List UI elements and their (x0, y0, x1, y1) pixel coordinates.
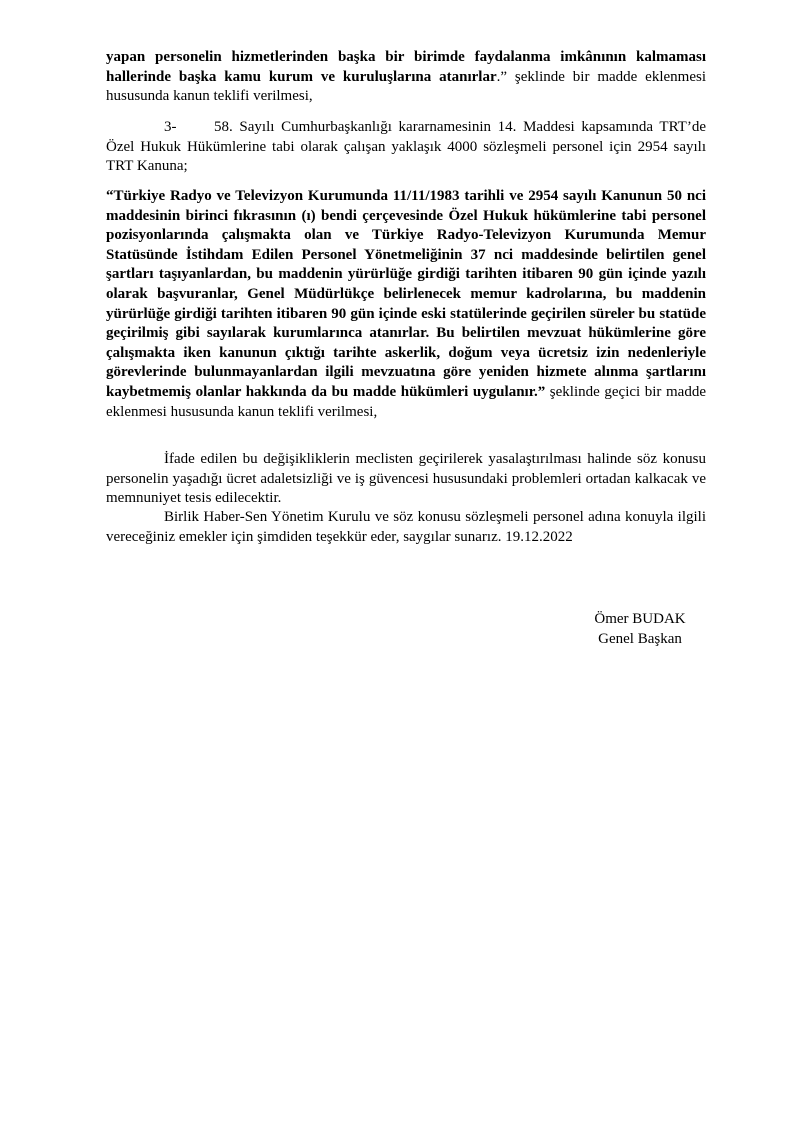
bold-text: yapan personelin hizmetlerinden başka bir birimde faydalanma imkânının kalmaması hallerinde başka kamu kurum ve kuruluşlarına atanırlar (106, 49, 706, 85)
quote-normal-text: şeklinde geçici bir madde eklenmesi hususunda kanun teklifi verilmesi, (106, 383, 706, 420)
item-number: 3- (164, 119, 177, 135)
quoted-article (106, 187, 706, 422)
item-3 (106, 118, 706, 177)
signatory-name: Ömer BUDAK (594, 611, 686, 627)
outcome-text: İfade edilen bu değişikliklerin meclisten geçirilerek yasalaştırılması halinde söz konusu personelin yaşadığı ücret adaletsizliği ve iş güvencesi hususundaki problemleri ortadan kalkacak ve memnuniyet tesis edilecektir. (106, 451, 706, 507)
item-text: 58. Sayılı Cumhurbaşkanlığı kararnamesinin 14. Maddesi kapsamında TRT’de Özel Hukuk Hükümlerine tabi olarak çalışan yaklaşık 4000 sözleşmeli personel için 2954 sayılı TRT Kanuna; (106, 119, 706, 175)
quote-bold-text: “Türkiye Radyo ve Televizyon Kurumunda 11/11/1983 tarihli ve 2954 sayılı Kanunun 50 nci maddesinin birinci fıkrasının (ı) bendi çerçevesinde Özel Hukuk hükümlerine tabi personel pozisyonlarında çalışmakta olan ve Türkiye Radyo-Televizyon Kurumunda Memur Statüsünde İstihdam Edilen Personel Yönetmeliğinin 37 nci maddesinde belirtilen genel şartları taşıyanlardan, bu maddenin yürürlüğe girdiği tarihten itibaren 90 gün içinde yazılı olarak başvuranlar, Genel Müdürlükçe belirlenecek memur kadrolarına, bu maddenin yürürlüğe girdiği tarihten itibaren 90 gün içinde eski statülerinde geçirilen süreler bu statüde geçirilmiş gibi sayılarak kurumlarınca atanırlar. Bu belirtilen mevzuat hükümlerine göre çalışmakta iken kanunun çıktığı tarihte askerlik, doğum veya ücretsiz izin nedenleriyle görevlerinde bulunmayanlardan ilgili mevzuatına göre yeniden hizmete alınma şartlarını kaybetmemiş olanlar hakkında da bu madde hükümleri uygulanır.” (106, 188, 706, 400)
closing-text: Birlik Haber-Sen Yönetim Kurulu ve söz konusu sözleşmeli personel adına konuyla ilgili vereceğiniz emekler için şimdiden teşekkür eder, saygılar sunarız. 19.12.2022 (106, 509, 706, 545)
normal-text: .” şeklinde bir madde eklenmesi hususunda kanun teklifi verilmesi, (106, 68, 706, 105)
signature-block (560, 610, 720, 649)
signatory-title: Genel Başkan (598, 630, 682, 647)
paragraph-outcome (106, 450, 706, 509)
paragraph-closing (106, 508, 706, 547)
paragraph-continuation (106, 48, 706, 107)
